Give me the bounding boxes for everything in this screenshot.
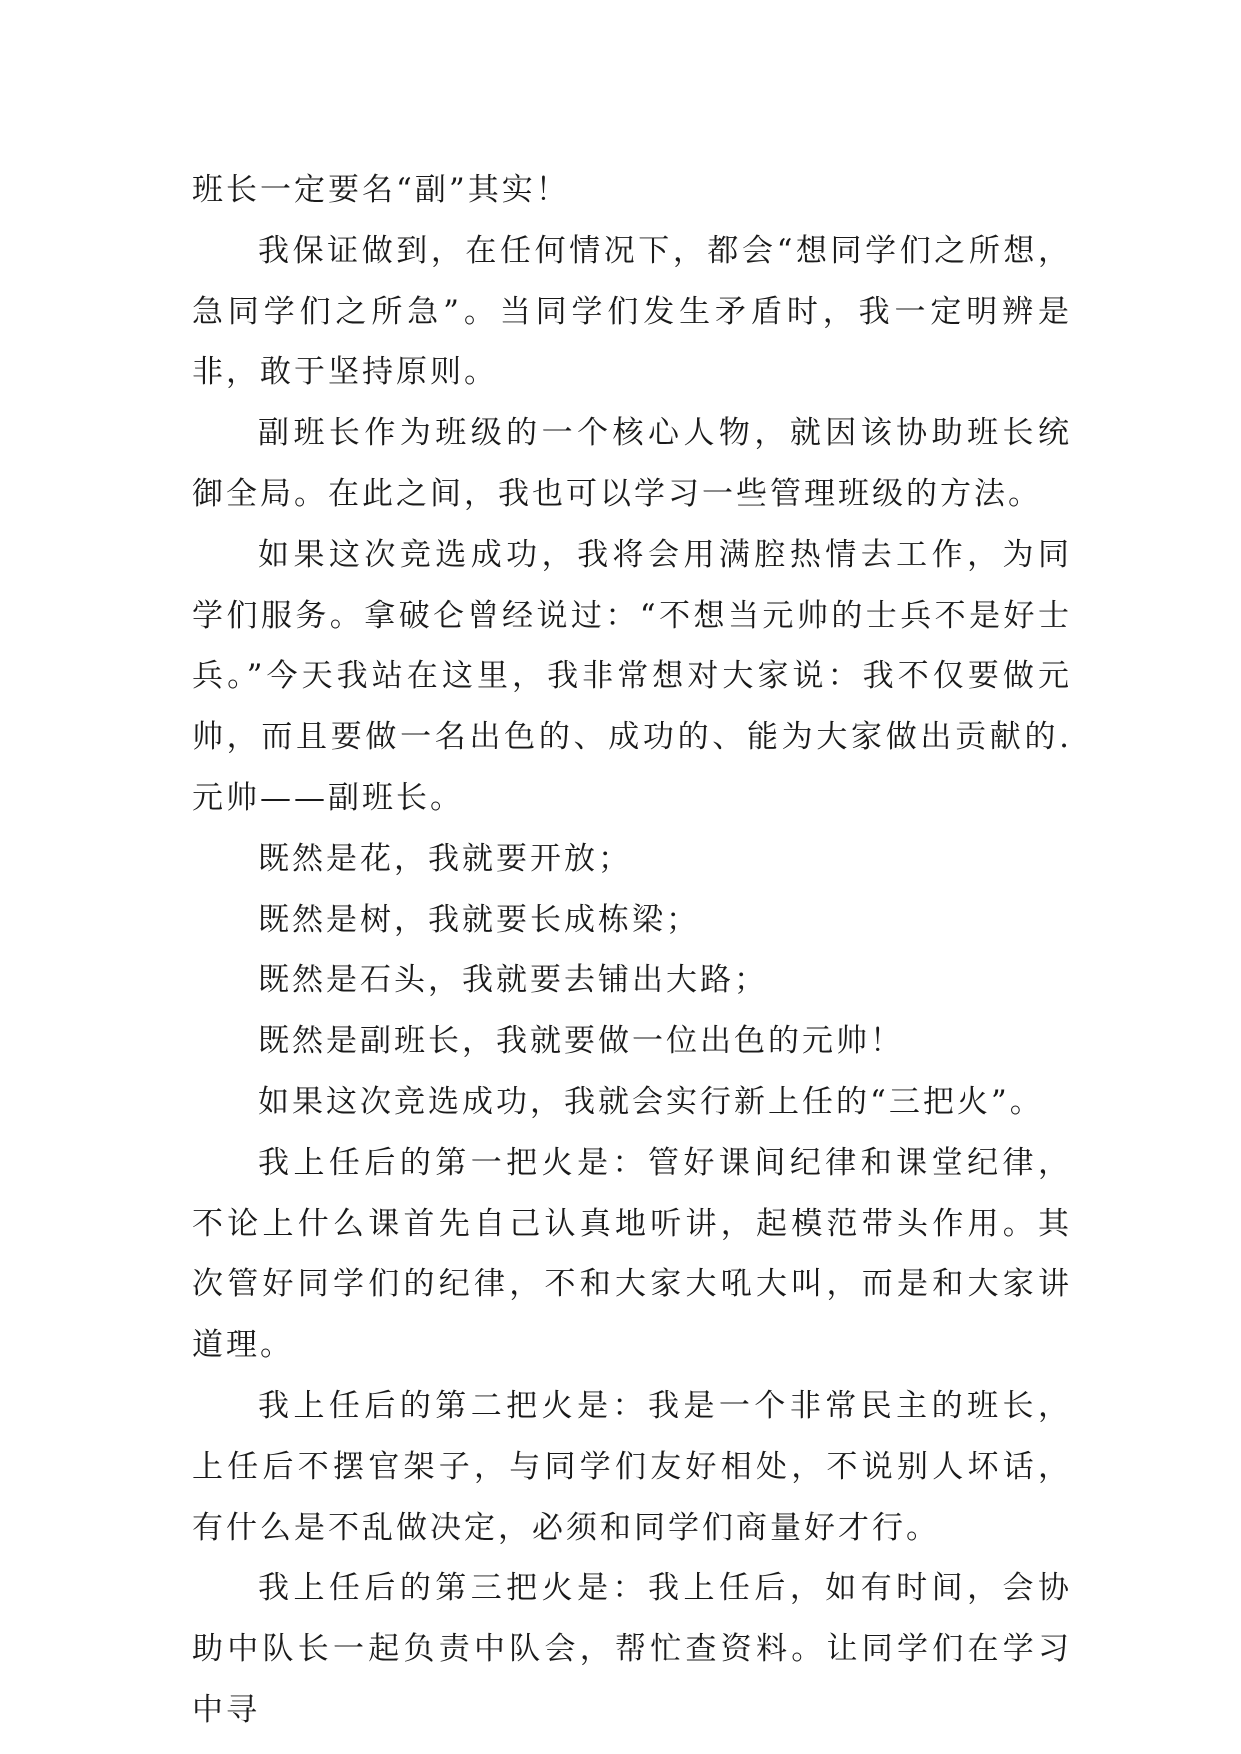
paragraph-6: 既然是树，我就要长成栋梁； bbox=[258, 901, 700, 938]
paragraph-11: 我上任后的第二把火是：我是一个非常民主的班长，上任后不摆官架子，与同学们友好相处，不说别人坏话，有什么是不乱做决定，必须和同学们商量好才行。 bbox=[192, 1387, 1072, 1546]
paragraph-1: 班长一定要名“副”其实！ bbox=[192, 172, 570, 208]
paragraph-3: 副班长作为班级的一个核心人物，就因该协助班长统御全局。在此之间，我也可以学习一些管理班级的方法。 bbox=[192, 415, 1072, 512]
paragraph-5: 既然是花，我就要开放； bbox=[258, 840, 632, 877]
paragraph-7: 既然是石头，我就要去铺出大路； bbox=[258, 962, 768, 999]
paragraph-8: 既然是副班长，我就要做一位出色的元帅！ bbox=[258, 1023, 904, 1060]
paragraph-2: 我保证做到，在任何情况下，都会“想同学们之所想，急同学们之所急”。当同学们发生矛盾时，我一定明辨是非，敢于坚持原则。 bbox=[192, 232, 1072, 391]
document-body bbox=[192, 160, 1072, 1741]
paragraph-4: 如果这次竞选成功，我将会用满腔热情去工作，为同学们服务。拿破仑曾经说过：“不想当元帅的士兵不是好士兵。”今天我站在这里，我非常想对大家说：我不仅要做元帅，而且要做一名出色的、成功的、能为大家做出贡献的.元帅——副班长。 bbox=[192, 536, 1072, 816]
paragraph-12: 我上任后的第三把火是：我上任后，如有时间，会协助中队长一起负责中队会，帮忙查资料。让同学们在学习中寻 bbox=[192, 1570, 1072, 1728]
paragraph-9: 如果这次竞选成功，我就会实行新上任的“三把火”。 bbox=[258, 1083, 1044, 1120]
paragraph-10: 我上任后的第一把火是：管好课间纪律和课堂纪律，不论上什么课首先自己认真地听讲，起模范带头作用。其次管好同学们的纪律，不和大家大吼大叫，而是和大家讲道理。 bbox=[192, 1144, 1072, 1364]
